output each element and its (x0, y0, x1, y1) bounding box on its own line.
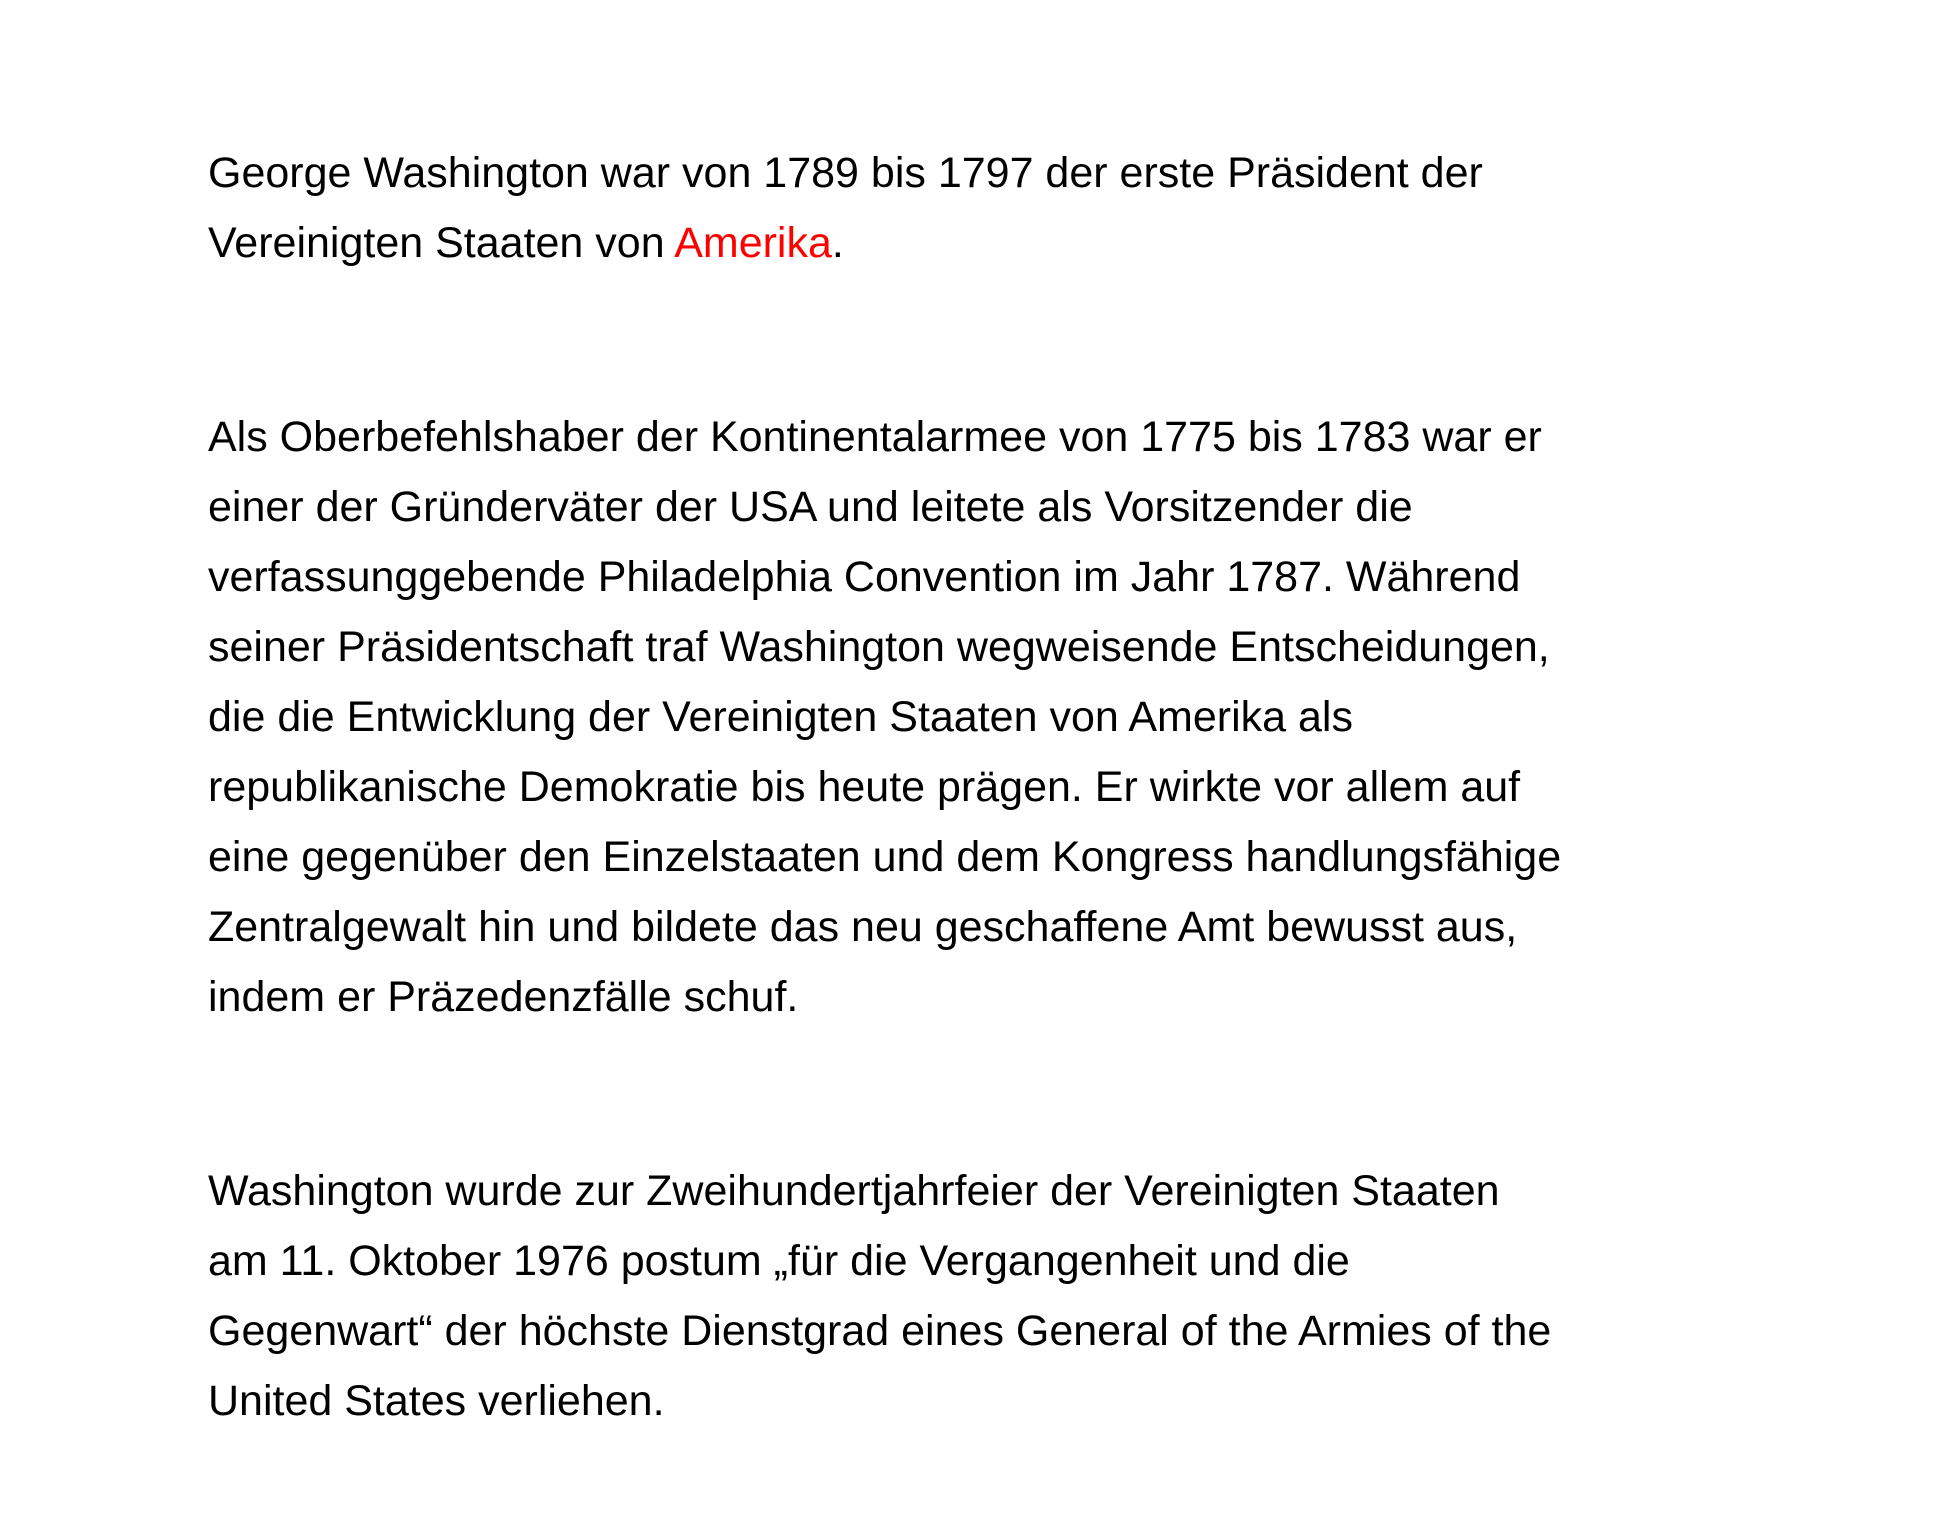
paragraph-line: republikanische Demokratie bis heute prägen. Er wirkte vor allem auf (208, 763, 1521, 811)
paragraph-line: Gegenwart“ der höchste Dienstgrad eines General of the Armies of the (208, 1307, 1552, 1355)
paragraph-line: die die Entwicklung der Vereinigten Staaten von Amerika als (208, 693, 1353, 741)
paragraph-line: verfassunggebende Philadelphia Convention im Jahr 1787. Während (208, 553, 1521, 601)
paragraph-line: Zentralgewalt hin und bildete das neu geschaffene Amt bewusst aus, (208, 903, 1518, 951)
line-text: . (831, 219, 844, 267)
paragraph-line: seiner Präsidentschaft traf Washington wegweisende Entscheidungen, (208, 623, 1550, 671)
paragraph-line: United States verliehen. (208, 1377, 665, 1425)
paragraph-line: einer der Gründerväter der USA und leitete als Vorsitzender die (208, 483, 1413, 531)
amerika-link[interactable]: Amerika (674, 219, 832, 267)
paragraph-line: indem er Präzedenzfälle schuf. (208, 973, 799, 1021)
paragraph-line (208, 208, 1768, 278)
line-text: Vereinigten Staaten von (208, 219, 675, 267)
paragraph-line: eine gegenüber den Einzelstaaten und dem Kongress handlungsfähige (208, 833, 1562, 881)
paragraph-intro (208, 138, 1768, 278)
paragraph-line: George Washington war von 1789 bis 1797 der erste Präsident der (208, 149, 1483, 197)
paragraph-honor (208, 1156, 1768, 1436)
paragraph-career (208, 402, 1768, 1032)
paragraph-line: Als Oberbefehlshaber der Kontinentalarmee von 1775 bis 1783 war er (208, 413, 1542, 461)
paragraph-line: am 11. Oktober 1976 postum „für die Vergangenheit und die (208, 1237, 1350, 1285)
paragraph-line: Washington wurde zur Zweihundertjahrfeier der Vereinigten Staaten (208, 1167, 1500, 1215)
